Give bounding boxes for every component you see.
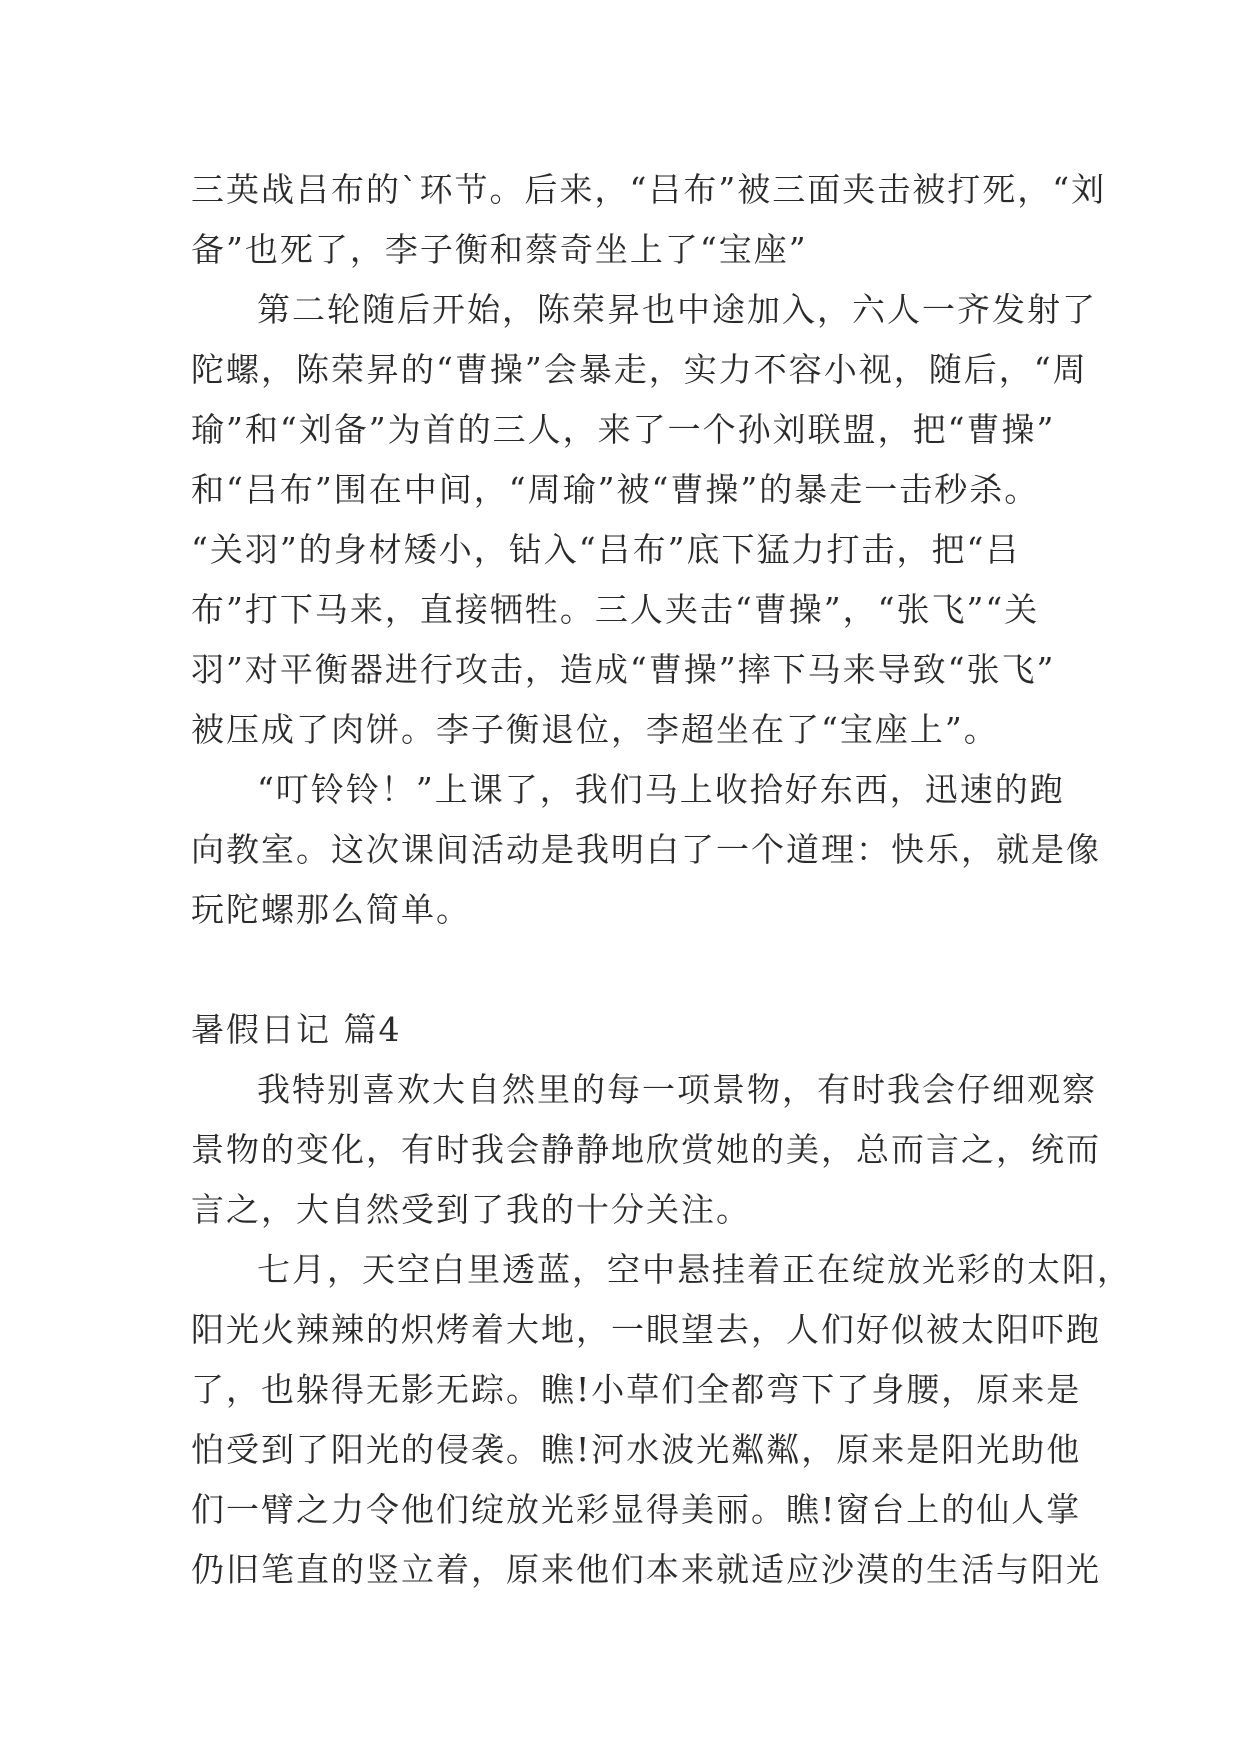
text-line: 仍旧笔直的竖立着，原来他们本来就适应沙漠的生活与阳光 [191, 1550, 1101, 1589]
paragraph-second-round [191, 280, 1097, 760]
text-line: 我特别喜欢大自然里的每一项景物，有时我会仔细观察 [257, 1070, 1097, 1109]
text-line: 阳光火辣辣的炽烤着大地，一眼望去，人们好似被太阳吓跑 [191, 1310, 1101, 1349]
section-heading [191, 1000, 1071, 1060]
document-body [191, 160, 1132, 1600]
text-line: 陀螺，陈荣昇的“曹操”会暴走，实力不容小视，随后，“周 [191, 350, 1088, 389]
section-gap [191, 940, 1071, 1000]
text-line: “叮铃铃！”上课了，我们马上收拾好东西，迅速的跑 [257, 770, 1065, 809]
section-title: 暑假日记 篇4 [191, 1010, 402, 1049]
text-line: 羽”对平衡器进行攻击，造成“曹操”摔下马来导致“张飞” [191, 650, 1056, 689]
text-line: 怕受到了阳光的侵袭。瞧!河水波光粼粼，原来是阳光助他 [191, 1430, 1082, 1469]
text-line: 景物的变化，有时我会静静地欣赏她的美，总而言之，统而 [191, 1130, 1101, 1169]
text-line: 们一臂之力令他们绽放光彩显得美丽。瞧!窗台上的仙人掌 [191, 1490, 1082, 1529]
text-line: 布”打下马来，直接牺牲。三人夹击“曹操”，“张飞”“关 [191, 590, 1040, 629]
text-line: “关羽”的身材矮小，钻入“吕布”底下猛力打击，把“吕 [191, 530, 1021, 569]
text-line: 瑜”和“刘备”为首的三人，来了一个孙刘联盟，把“曹操” [191, 410, 1056, 449]
text-line: 和“吕布”围在中间，“周瑜”被“曹操”的暴走一击秒杀。 [191, 470, 1040, 509]
text-line: 备”也死了，李子衡和蔡奇坐上了“宝座” [191, 230, 808, 269]
text-line: 被压成了肉饼。李子衡退位，李超坐在了“宝座上”。 [191, 710, 999, 749]
text-line: 七月，天空白里透蓝，空中悬挂着正在绽放光彩的太阳， [257, 1250, 1132, 1289]
paragraph-bell [191, 760, 1101, 940]
text-line: 玩陀螺那么简单。 [191, 890, 471, 929]
text-line: 三英战吕布的`环节。后来，“吕布”被三面夹击被打死，“刘 [191, 170, 1107, 209]
text-line: 了，也躲得无影无踪。瞧!小草们全都弯下了身腰，原来是 [191, 1370, 1082, 1409]
text-line: 第二轮随后开始，陈荣昇也中途加入，六人一齐发射了 [257, 290, 1097, 329]
paragraph-continuation [191, 160, 1107, 280]
paragraph-nature-intro [191, 1060, 1101, 1240]
text-line: 向教室。这次课间活动是我明白了一个道理：快乐，就是像 [191, 830, 1101, 869]
paragraph-july [191, 1240, 1132, 1600]
text-line: 言之，大自然受到了我的十分关注。 [191, 1190, 751, 1229]
